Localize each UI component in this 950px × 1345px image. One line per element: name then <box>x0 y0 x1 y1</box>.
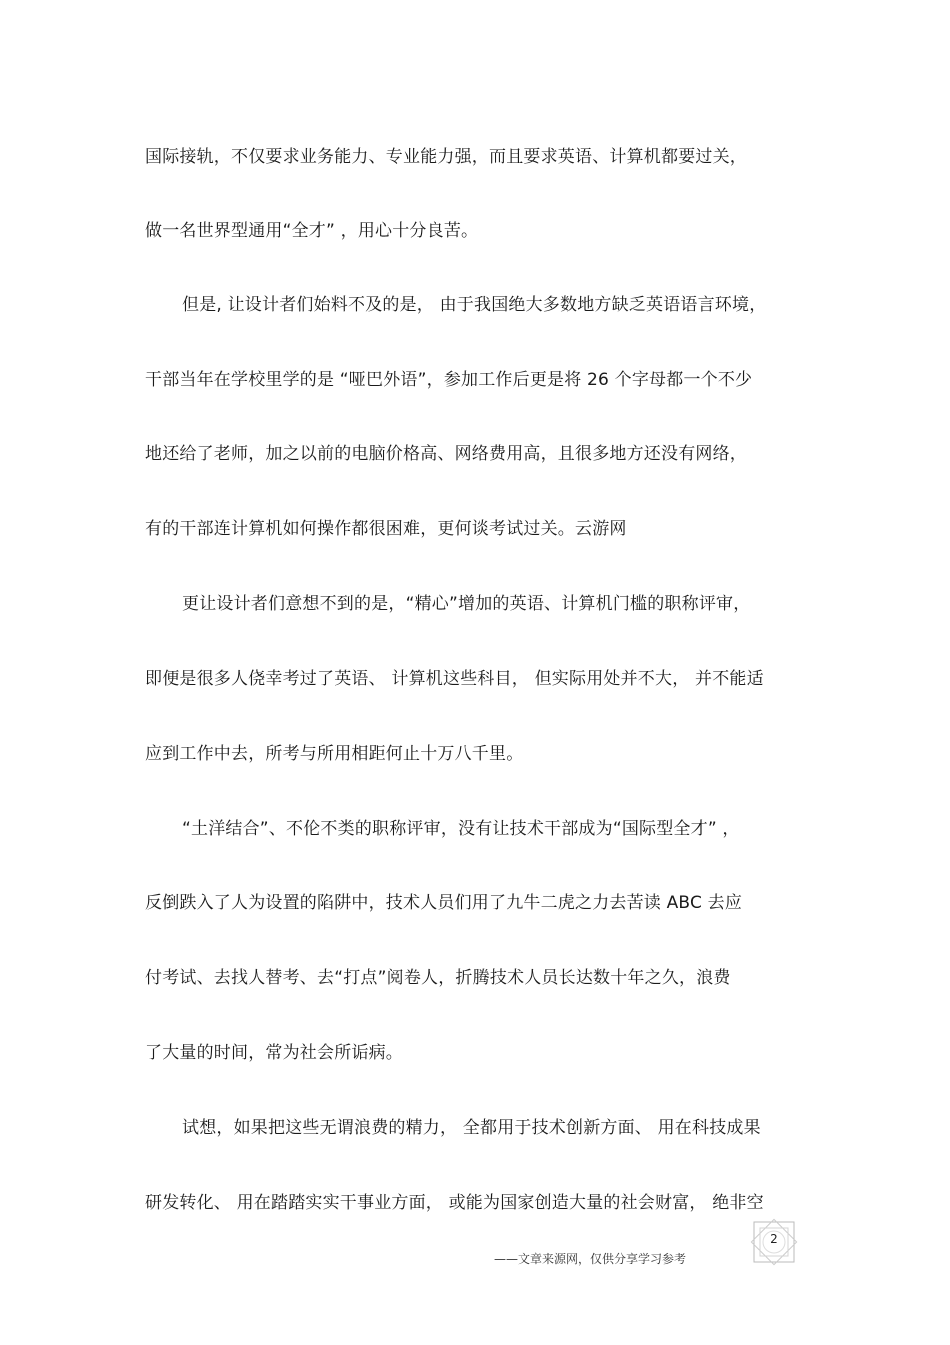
text-line-3: 但是, 让设计者们始料不及的是， 由于我国绝大多数地方缺乏英语语言环境， <box>182 295 767 315</box>
text-line-8: 即便是很多人侥幸考过了英语、 计算机这些科目， 但实际用处并不大， 并不能适 <box>145 669 764 689</box>
text-line-4: 干部当年在学校里学的是 “哑巴外语”，参加工作后更是将 26 个字母都一个不少 <box>145 370 753 390</box>
text-line-11: 反倒跌入了人为设置的陷阱中，技术人员们用了九牛二虎之力去苦读 ABC 去应 <box>145 893 743 913</box>
text-line-12: 付考试、去找人替考、去“打点”阅卷人，折腾技术人员长达数十年之久，浪费 <box>145 968 731 988</box>
footer-note: ——文章来源网，仅供分享学习参考 <box>494 1252 687 1266</box>
page-number: 2 <box>770 1232 778 1246</box>
text-line-1: 国际接轨，不仅要求业务能力、专业能力强，而且要求英语、计算机都要过关， <box>145 147 747 167</box>
text-line-15: 研发转化、 用在踏踏实实干事业方面， 或能为国家创造大量的社会财富， 绝非空 <box>145 1193 764 1213</box>
text-line-6: 有的干部连计算机如何操作都很困难，更何谈考试过关。云游网 <box>145 519 627 539</box>
text-line-5: 地还给了老师，加之以前的电脑价格高、网络费用高，且很多地方还没有网络， <box>145 444 747 464</box>
text-line-13: 了大量的时间，常为社会所诟病。 <box>145 1043 403 1063</box>
page-number-badge <box>750 1218 798 1266</box>
text-line-2: 做一名世界型通用“全才” ，用心十分良苦。 <box>145 221 479 241</box>
text-line-14: 试想，如果把这些无谓浪费的精力， 全都用于技术创新方面、 用在科技成果 <box>182 1118 761 1138</box>
text-line-9: 应到工作中去，所考与所用相距何止十万八千里。 <box>145 744 524 764</box>
text-line-7: 更让设计者们意想不到的是，“精心”增加的英语、计算机门槛的职称评审， <box>182 594 751 614</box>
text-line-10: “土洋结合”、不伦不类的职称评审，没有让技术干部成为“国际型全才” ， <box>182 819 740 839</box>
